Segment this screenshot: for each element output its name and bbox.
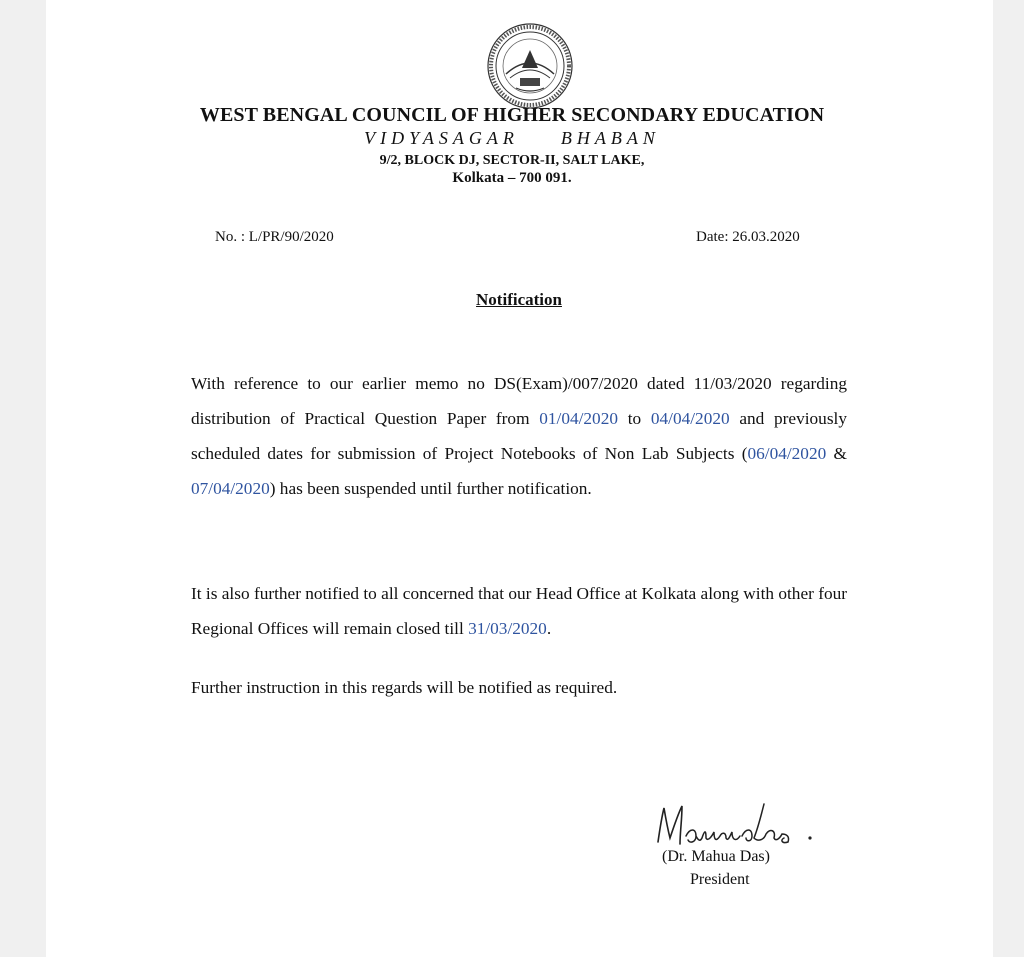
notification-title: Notification [476, 290, 562, 309]
building-name-part1: VIDYASAGAR [364, 128, 519, 148]
signatory-name: (Dr. Mahua Das) [662, 848, 770, 865]
signature-image [650, 798, 830, 852]
body-paragraph-1 [191, 366, 847, 506]
reference-number: No. : L/PR/90/2020 [215, 229, 334, 245]
reference-date: Date: 26.03.2020 [696, 229, 800, 245]
date-text: 31/03/2020 [468, 619, 547, 638]
body-text: ) has been suspended until further notification. [269, 479, 592, 498]
date-text: 06/04/2020 [747, 444, 827, 463]
body-text: It is also further notified to all concerned that our Head Office at Kolkata along with other four Regional Offices will remain closed till [191, 584, 847, 638]
signatory-designation: President [690, 871, 750, 888]
date-text: 04/04/2020 [650, 409, 730, 428]
building-name [0, 128, 1024, 149]
body-text: to [617, 409, 651, 428]
city-line: Kolkata – 700 091. [452, 170, 572, 186]
address-line: 9/2, BLOCK DJ, SECTOR-II, SALT LAKE, [379, 153, 645, 168]
date-text: 07/04/2020 [191, 479, 270, 498]
body-text: With reference to our earlier memo no DS(Exam)/007/2020 dated 11/03/2020 regarding distribution of Practical Question Paper from [191, 374, 847, 428]
body-paragraph-2 [191, 576, 847, 646]
body-text: and previously scheduled dates for submission of Project Notebooks of Non Lab Subjects ( [191, 409, 847, 463]
date-text: 01/04/2020 [539, 409, 618, 428]
body-paragraph-3: Further instruction in this regards will be notified as required. [191, 678, 618, 697]
building-name-part2: BHABAN [560, 128, 660, 148]
council-name: WEST BENGAL COUNCIL OF HIGHER SECONDARY EDUCATION [199, 104, 825, 126]
council-emblem-icon [486, 22, 574, 110]
body-text: . [546, 619, 552, 638]
body-text: & [826, 444, 847, 463]
